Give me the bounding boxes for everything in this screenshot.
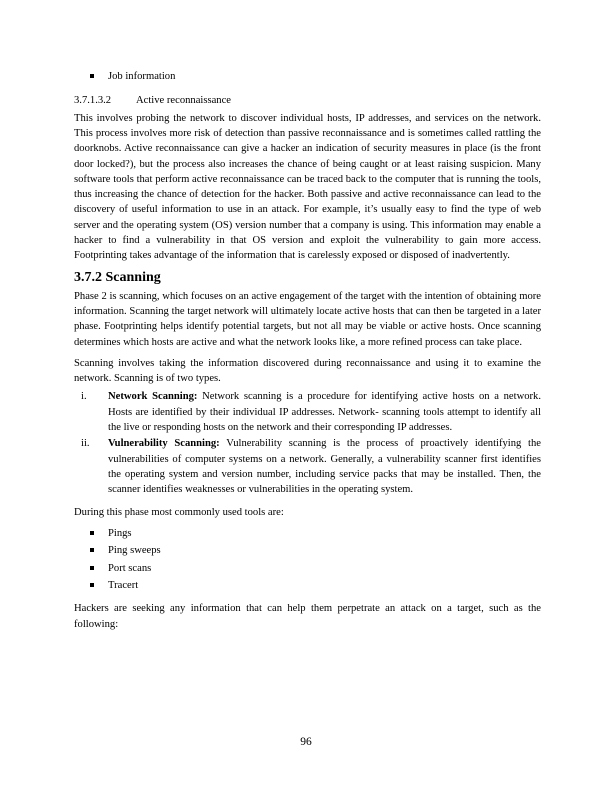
tools-list bbox=[74, 526, 541, 596]
list-item: Tracert bbox=[74, 578, 541, 595]
definition-text: Network scanning is a procedure for identifying active hosts on a network. Hosts are identified by their individual IP addresses. Network- scanning tools attempt to identify all the live or responding hosts on the network and their corresponding IP addresses. bbox=[108, 391, 542, 434]
list-item: Ping sweeps bbox=[74, 543, 541, 560]
subsection-title: Active reconnaissance bbox=[136, 95, 232, 107]
paragraph-tools-intro: During this phase most commonly used tools are: bbox=[74, 506, 284, 518]
page-number: 96 bbox=[300, 736, 312, 748]
paragraph-scanning-phase: Phase 2 is scanning, which focuses on an active engagement of the target with the intention of obtaining more information. Scanning the target network will ultimately locate active hosts that can then be targeted in a later phase. Footprinting helps identify potential targets, but not all may be viable or active hosts. Once scanning determines which hosts are active and what the network looks like, a more refined process can take place. bbox=[74, 290, 541, 348]
paragraph-active-reconnaissance: This involves probing the network to discover individual hosts, IP addresses, and services on the network. This process involves more risk of detection than passive reconnaissance and is sometimes called rattling the doorknobs. Active reconnaissance can give a hacker an indication of security measures in place (is the front door locked?), but the process also increases the chance of being caught or at least raising suspicion. Many software tools that perform active reconnaissance can be traced back to the computer that is running the tools, thus increasing the chance of detection for the hacker. Both passive and active reconnaissance can lead to the discovery of useful information to use in an attack. For example, it’s usually easy to find the type of web server and the operating system (OS) version number that a company is using. This information may enable a hacker to find a vulnerability in that OS version and exploit the vulnerability to gain more access. Footprinting takes advantage of the information that is carelessly exposed or disposed of inadvertently. bbox=[74, 112, 541, 262]
paragraph-scanning-intro: Scanning involves taking the information discovered during reconnaissance and using it to examine the network. Scanning is of two types. bbox=[74, 357, 541, 385]
list-item bbox=[74, 389, 541, 435]
section-heading: 3.7.2 Scanning bbox=[74, 269, 161, 285]
scan-types-list bbox=[74, 389, 541, 497]
term-network-scanning: Network Scanning: bbox=[108, 391, 198, 403]
list-item: Job information bbox=[74, 69, 541, 86]
list-numeral: i. bbox=[81, 391, 87, 403]
page-content bbox=[74, 69, 541, 632]
paragraph-hackers-seeking: Hackers are seeking any information that can help them perpetrate an attack on a target, such as the following: bbox=[74, 603, 541, 630]
subsection-number: 3.7.1.3.2 bbox=[74, 95, 112, 107]
list-numeral: ii. bbox=[81, 438, 90, 450]
list-item: Port scans bbox=[74, 561, 541, 578]
list-item bbox=[74, 436, 541, 497]
list-item: Pings bbox=[74, 526, 541, 543]
subsection-heading bbox=[74, 93, 541, 108]
definition-text: Vulnerability scanning is the process of proactively identifying the vulnerabilities of computer systems on a network. Generally, a vulnerability scanner first identifies the operating system and version number, including service packs that may be installed. Then, the scanner identifies weaknesses or vulnerabilities in the operating system. bbox=[108, 438, 541, 496]
term-vulnerability-scanning: Vulnerability Scanning: bbox=[108, 438, 220, 450]
top-bullet-list bbox=[74, 69, 541, 86]
